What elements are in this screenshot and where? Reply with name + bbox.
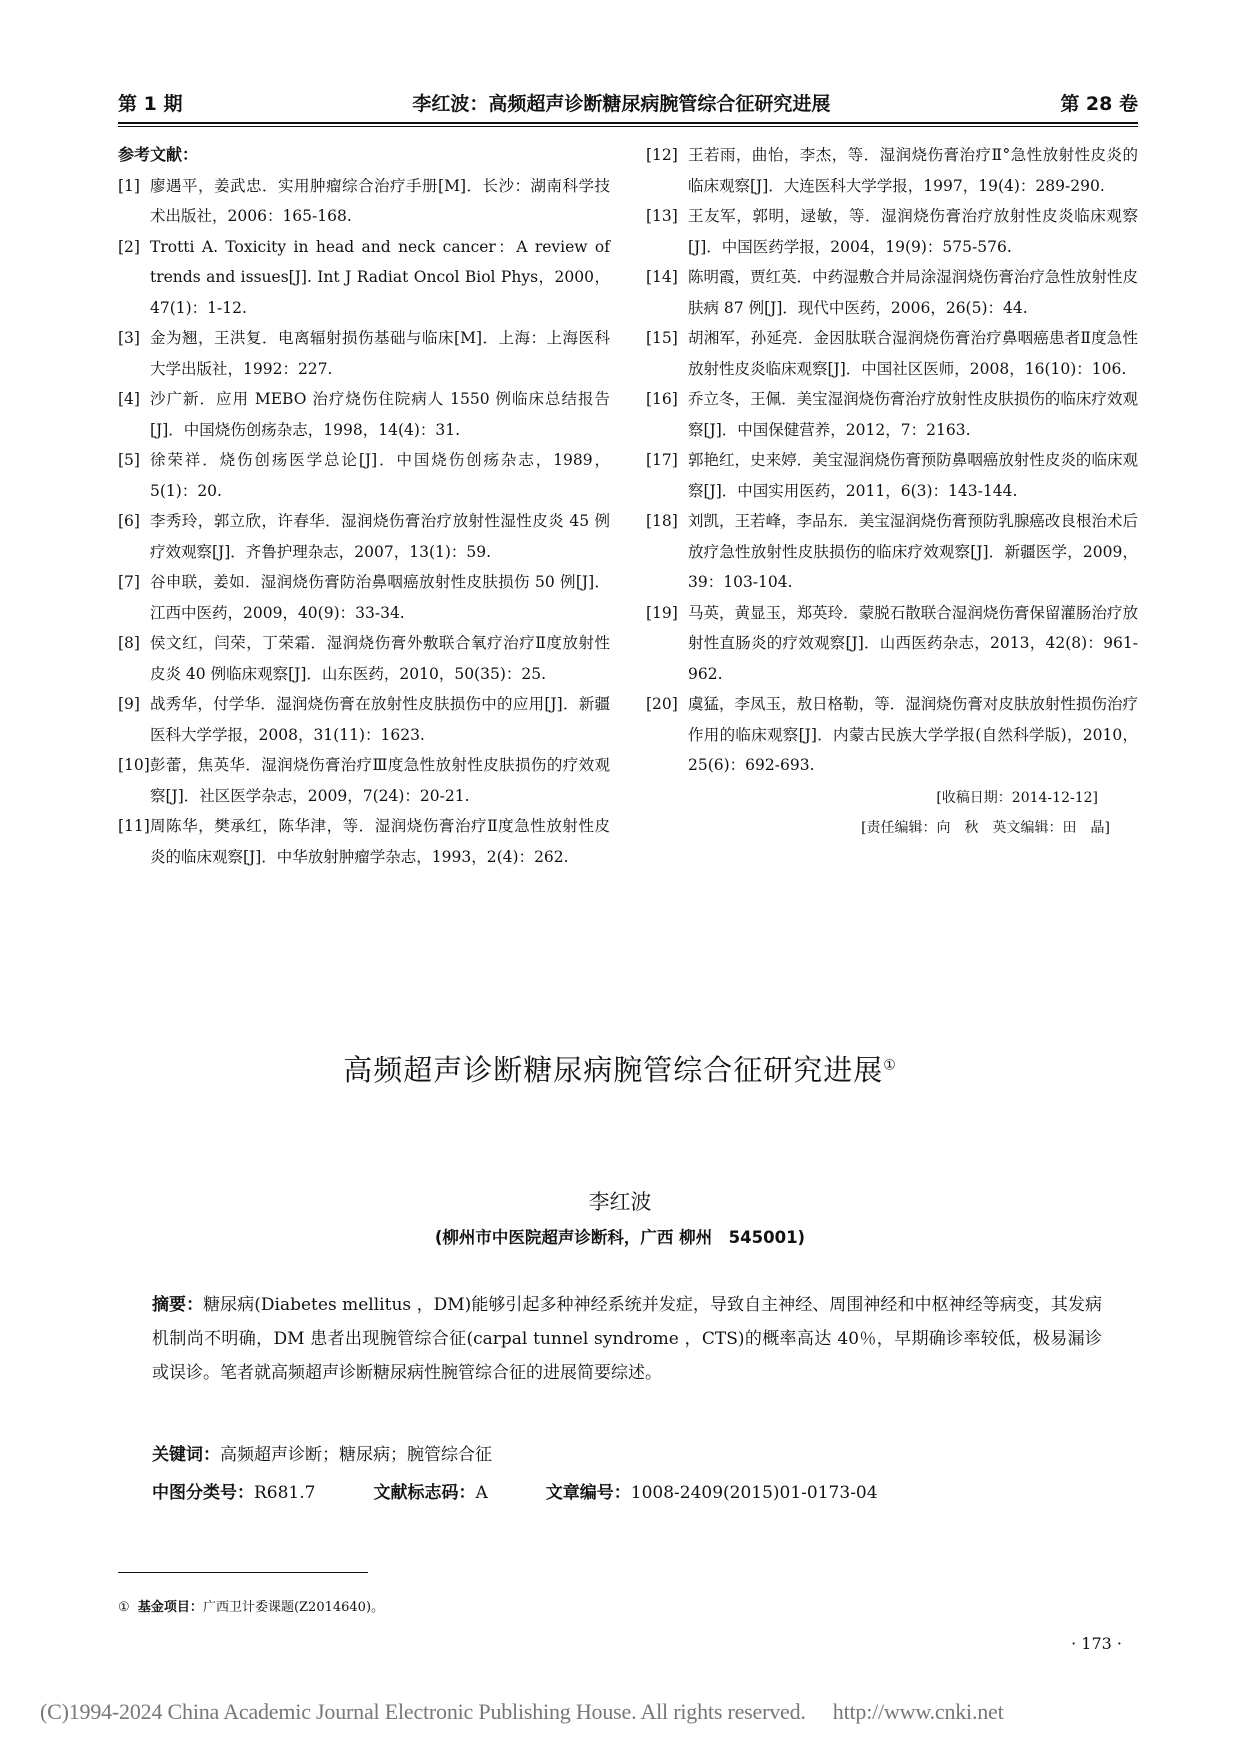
title-footnote-mark: ① <box>883 1057 897 1074</box>
reference-item <box>646 506 1138 598</box>
footnote-rule <box>118 1572 368 1573</box>
reference-text: 彭蕾，焦英华．湿润烧伤膏治疗Ⅲ度急性放射性皮肤损伤的疗效观察[J]．社区医学杂志，2009，7(24)：20-21. <box>150 756 610 805</box>
reference-item <box>646 598 1138 690</box>
reference-item <box>118 171 610 232</box>
reference-text: 周陈华，樊承红，陈华津，等．湿润烧伤膏治疗Ⅱ度急性放射性皮炎的临床观察[J]．中华放射肿瘤学杂志，1993，2(4)：262. <box>150 817 610 866</box>
reference-text: Trotti A. Toxicity in head and neck cancer：A review of trends and issues[J]. Int J Radiat Oncol Biol Phys，2000，47(1)：1-12. <box>150 237 610 317</box>
reference-item <box>118 445 610 506</box>
references-list-left <box>118 171 610 873</box>
reference-number: [17] <box>646 451 678 469</box>
abstract-text: 糖尿病(Diabetes mellitus ，DM)能够引起多种神经系统并发症，导致自主神经、周围神经和中枢神经等病变，其发病机制尚不明确，DM 患者出现腕管综合征(carpal tunnel syndrome ，CTS)的概率高达 40％，早期确诊率较低，极易漏诊或误诊。笔者就高频超声诊断糖尿病性腕管综合征的进展简要综述。 <box>152 1295 1102 1383</box>
abstract-label: 摘要： <box>152 1295 204 1315</box>
reference-item <box>118 750 610 811</box>
reference-item <box>118 628 610 689</box>
reference-item <box>118 506 610 567</box>
reference-text: 战秀华，付学华．湿润烧伤膏在放射性皮肤损伤中的应用[J]．新疆医科大学学报，2008，31(11)：1623. <box>150 695 610 744</box>
reference-number: [1] <box>118 176 140 195</box>
reference-number: [6] <box>118 512 140 530</box>
reference-text: 郭艳红，史来婷．美宝湿润烧伤膏预防鼻咽癌放射性皮炎的临床观察[J]．中国实用医药，2011，6(3)：143-144. <box>688 451 1138 500</box>
header-rule <box>118 122 1138 124</box>
references-title: 参考文献： <box>118 145 199 164</box>
article-no-value: 1008-2409(2015)01-0173-04 <box>630 1483 878 1503</box>
reference-number: [9] <box>118 695 140 713</box>
reference-text: 廖遇平，姜武忠．实用肿瘤综合治疗手册[M]．长沙：湖南科学技术出版社，2006：165-168. <box>150 176 610 225</box>
reference-number: [11] <box>118 817 150 835</box>
editors-line: [责任编辑：向 秋 英文编辑：田 晶] <box>861 820 1110 836</box>
reference-number: [5] <box>118 451 140 469</box>
reference-number: [16] <box>646 390 678 408</box>
reference-text: 谷申联，姜如．湿润烧伤膏防治鼻咽癌放射性皮肤损伤 50 例[J]．江西中医药，2009，40(9)：33-34. <box>150 573 610 622</box>
footnote-mark: ① <box>118 1600 130 1615</box>
reference-text: 王友军，郭明，逯敏，等．湿润烧伤膏治疗放射性皮炎临床观察[J]．中国医药学报，2004，19(9)：575-576. <box>688 207 1138 256</box>
reference-item <box>646 201 1138 262</box>
references-left-column <box>118 140 610 872</box>
doc-code-label: 文献标志码： <box>373 1483 476 1503</box>
reference-number: [20] <box>646 695 678 713</box>
references-right-column <box>646 140 1138 844</box>
reference-text: 侯文红，闫荣，丁荣霜．湿润烧伤膏外敷联合氧疗治疗Ⅱ度放射性皮炎 40 例临床观察[J]．山东医药，2010，50(35)：25. <box>150 634 610 683</box>
reference-number: [13] <box>646 207 678 225</box>
reference-item <box>118 567 610 628</box>
references-list-right <box>646 140 1138 781</box>
reference-item <box>118 811 610 872</box>
running-header <box>118 86 1138 116</box>
reference-item <box>646 384 1138 445</box>
reference-number: [3] <box>118 329 140 347</box>
doc-code-value: A <box>475 1483 488 1503</box>
article-title-text: 高频超声诊断糖尿病腕管综合征研究进展 <box>343 1053 884 1087</box>
reference-item <box>118 384 610 445</box>
reference-item <box>118 232 610 324</box>
reference-number: [15] <box>646 329 678 347</box>
reference-text: 徐荣祥．烧伤创疡医学总论[J]．中国烧伤创疡杂志，1989，5(1)：20. <box>150 451 610 500</box>
keywords <box>152 1440 492 1465</box>
author-name: 李红波 <box>588 1190 652 1214</box>
reference-text: 陈明霞，贾红英．中药湿敷合并局涂湿润烧伤膏治疗急性放射性皮肤病 87 例[J]．现代中医药，2006，26(5)：44. <box>688 268 1138 317</box>
reference-number: [7] <box>118 573 140 591</box>
reference-number: [8] <box>118 634 140 652</box>
page-number: · 173 · <box>1071 1634 1122 1653</box>
reference-text: 虞猛，李凤玉，敖日格勒，等．湿润烧伤膏对皮肤放射性损伤治疗作用的临床观察[J]．内蒙古民族大学学报(自然科学版)，2010，25(6)：692-693. <box>688 695 1138 774</box>
reference-text: 金为翘，王洪复．电离辐射损伤基础与临床[M]．上海：上海医科大学出版社，1992：227. <box>150 329 610 378</box>
reference-item <box>646 323 1138 384</box>
reference-text: 刘凯，王若峰，李品东．美宝湿润烧伤膏预防乳腺癌改良根治术后放疗急性放射性皮肤损伤的临床疗效观察[J]．新疆医学，2009，39：103-104. <box>688 512 1138 591</box>
reference-number: [4] <box>118 390 140 408</box>
reference-text: 李秀玲，郭立欣，许春华．湿润烧伤膏治疗放射性湿性皮炎 45 例疗效观察[J]．齐鲁护理杂志，2007，13(1)：59. <box>150 512 610 561</box>
received-date: [收稿日期：2014-12-12] <box>936 789 1098 806</box>
footnote <box>118 1596 384 1615</box>
running-title: 李红波：高频超声诊断糖尿病腕管综合征研究进展 <box>412 93 831 115</box>
reference-number: [14] <box>646 268 678 286</box>
reference-item <box>118 689 610 750</box>
footnote-text: 广西卫计委课题(Z2014640)。 <box>202 1600 385 1615</box>
article-no-label: 文章编号： <box>545 1483 631 1503</box>
reference-item <box>118 323 610 384</box>
keywords-label: 关键词： <box>152 1445 220 1465</box>
reference-text: 马英，黄显玉，郑英玲．蒙脱石散联合湿润烧伤膏保留灌肠治疗放射性直肠炎的疗效观察[J]．山西医药杂志，2013，42(8)：961-962. <box>688 603 1138 683</box>
reference-item <box>646 689 1138 781</box>
reference-number: [10] <box>118 756 150 774</box>
clc-value: R681.7 <box>254 1483 316 1503</box>
author-affiliation: (柳州市中医院超声诊断科，广西 柳州 545001) <box>434 1228 806 1247</box>
reference-item <box>646 262 1138 323</box>
header-rule-thin <box>118 126 1138 127</box>
article-title <box>0 1048 1240 1089</box>
reference-number: [19] <box>646 603 678 622</box>
reference-item <box>646 140 1138 201</box>
reference-text: 王若雨，曲怡，李杰，等．湿润烧伤膏治疗Ⅱ°急性放射性皮炎的临床观察[J]．大连医科大学学报，1997，19(4)：289-290. <box>688 146 1138 195</box>
volume-number: 第 28 卷 <box>1060 93 1138 115</box>
abstract <box>152 1288 1102 1390</box>
reference-text: 沙广新．应用 MEBO 治疗烧伤住院病人 1550 例临床总结报告[J]．中国烧伤创疡杂志，1998，14(4)：31. <box>150 390 610 439</box>
issue-number: 第 1 期 <box>118 93 183 115</box>
reference-text: 胡湘军，孙延亮．金因肽联合湿润烧伤膏治疗鼻咽癌患者Ⅱ度急性放射性皮炎临床观察[J]．中国社区医师，2008，16(10)：106. <box>688 329 1138 378</box>
reference-item <box>646 445 1138 506</box>
reference-number: [2] <box>118 237 140 256</box>
keywords-text: 高频超声诊断；糖尿病；腕管综合征 <box>220 1445 492 1465</box>
footnote-label: 基金项目： <box>137 1600 203 1615</box>
reference-text: 乔立冬，王佩．美宝湿润烧伤膏治疗放射性皮肤损伤的临床疗效观察[J]．中国保健营养，2012，7：2163. <box>688 390 1138 439</box>
classification-line <box>152 1478 936 1503</box>
reference-number: [12] <box>646 146 678 164</box>
clc-label: 中图分类号： <box>152 1483 254 1503</box>
reference-number: [18] <box>646 512 678 530</box>
copyright-watermark: (C)1994-2024 China Academic Journal Electronic Publishing House. All rights reserved. http://www.cnki.net <box>40 1699 1004 1724</box>
